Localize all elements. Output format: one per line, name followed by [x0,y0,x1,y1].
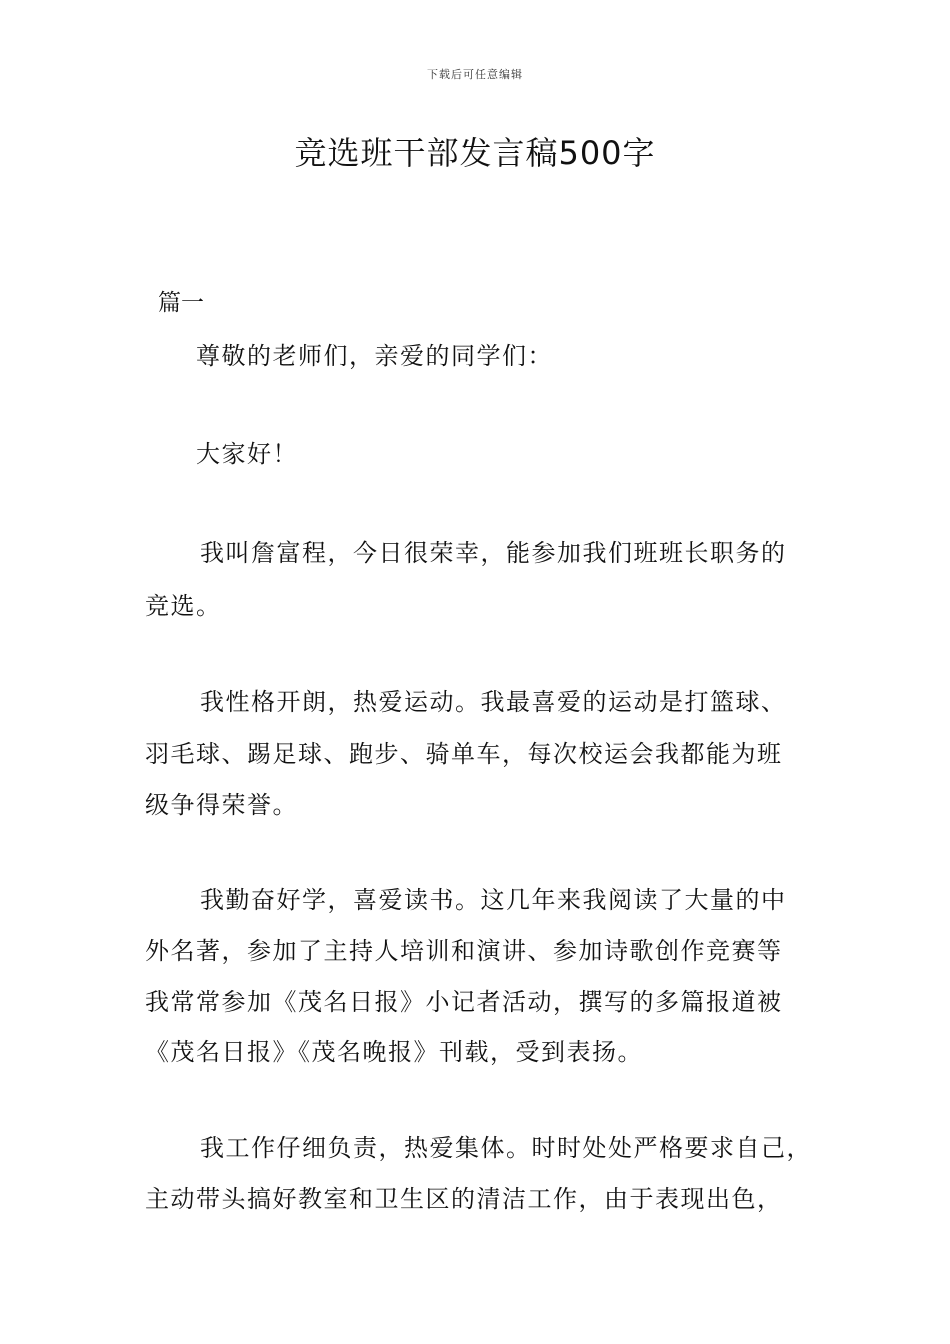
paragraph-3-line-4: 《茂名日报》《茂名晚报》刊载，受到表扬。 [145,1038,643,1066]
header-note: 下载后可任意编辑 [427,68,523,81]
paragraph-2-line-3: 级争得荣誉。 [145,791,298,819]
paragraph-1-line-2: 竞选。 [145,592,222,620]
paragraph-3-line-3: 我常常参加《茂名日报》小记者活动，撰写的多篇报道被 [145,988,783,1016]
paragraph-3-line-1: 我勤奋好学，喜爱读书。这几年来我阅读了大量的中 [200,886,787,914]
paragraph-2-line-1: 我性格开朗，热爱运动。我最喜爱的运动是打篮球、 [200,688,787,716]
paragraph-2-line-2: 羽毛球、踢足球、跑步、骑单车，每次校运会我都能为班 [145,740,783,768]
paragraph-4-line-2: 主动带头搞好教室和卫生区的清洁工作，由于表现出色， [145,1185,783,1213]
hello-line: 大家好！ [196,440,298,468]
section-label: 篇一 [158,290,204,316]
paragraph-1-line-1: 我叫詹富程，今日很荣幸，能参加我们班班长职务的 [200,539,787,567]
document-title: 竞选班干部发言稿500字 [294,134,656,172]
greeting-line: 尊敬的老师们，亲爱的同学们： [196,342,553,370]
paragraph-4-line-1: 我工作仔细负责，热爱集体。时时处处严格要求自己， [200,1134,812,1162]
paragraph-3-line-2: 外名著，参加了主持人培训和演讲、参加诗歌创作竞赛等 [145,937,783,965]
